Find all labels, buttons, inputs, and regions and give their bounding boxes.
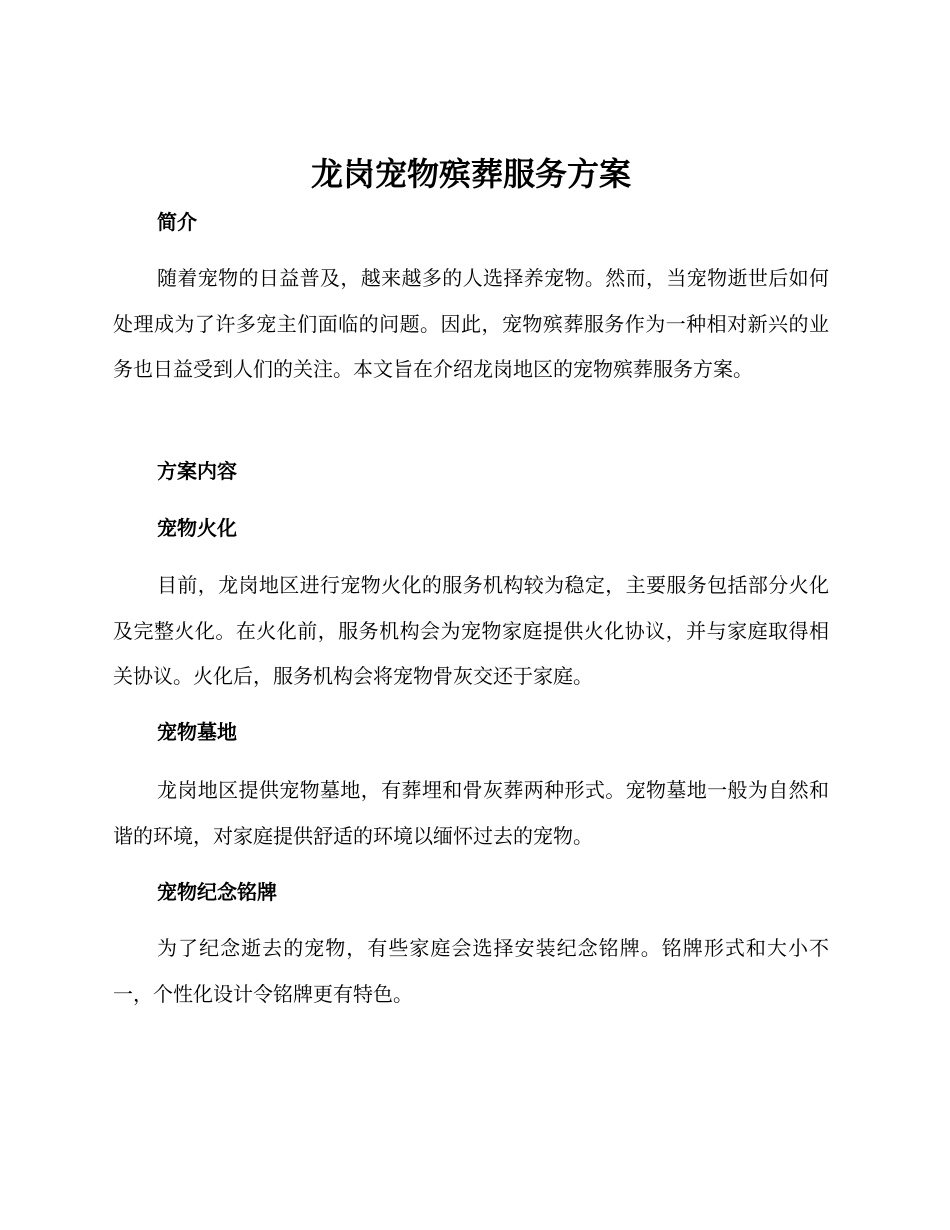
section-heading-cemetery: 宠物墓地	[157, 720, 237, 744]
section-paragraph-cremation: 目前，龙岗地区进行宠物火化的服务机构较为稳定，主要服务包括部分火化及完整火化。在火化前，服务机构会为宠物家庭提供火化协议，并与家庭取得相关协议。火化后，服务机构会将宠物骨灰交还于家庭。	[113, 573, 829, 688]
section-paragraph-intro: 随着宠物的日益普及，越来越多的人选择养宠物。然而，当宠物逝世后如何处理成为了许多宠主们面临的问题。因此，宠物殡葬服务作为一种相对新兴的业务也日益受到人们的关注。本文旨在介绍龙岗地区的宠物殡葬服务方案。	[113, 266, 829, 381]
section-heading-memorial-plaque: 宠物纪念铭牌	[157, 880, 277, 904]
section-heading-plan-content: 方案内容	[157, 459, 237, 483]
section-heading-cremation: 宠物火化	[157, 516, 237, 540]
section-heading-intro: 简介	[157, 210, 197, 234]
section-paragraph-memorial-plaque: 为了纪念逝去的宠物，有些家庭会选择安装纪念铭牌。铭牌形式和大小不一，个性化设计令铭牌更有特色。	[113, 936, 829, 1006]
document-title: 龙岗宠物殡葬服务方案	[310, 155, 631, 193]
section-paragraph-cemetery: 龙岗地区提供宠物墓地，有葬埋和骨灰葬两种形式。宠物墓地一般为自然和谐的环境，对家庭提供舒适的环境以缅怀过去的宠物。	[113, 778, 829, 848]
